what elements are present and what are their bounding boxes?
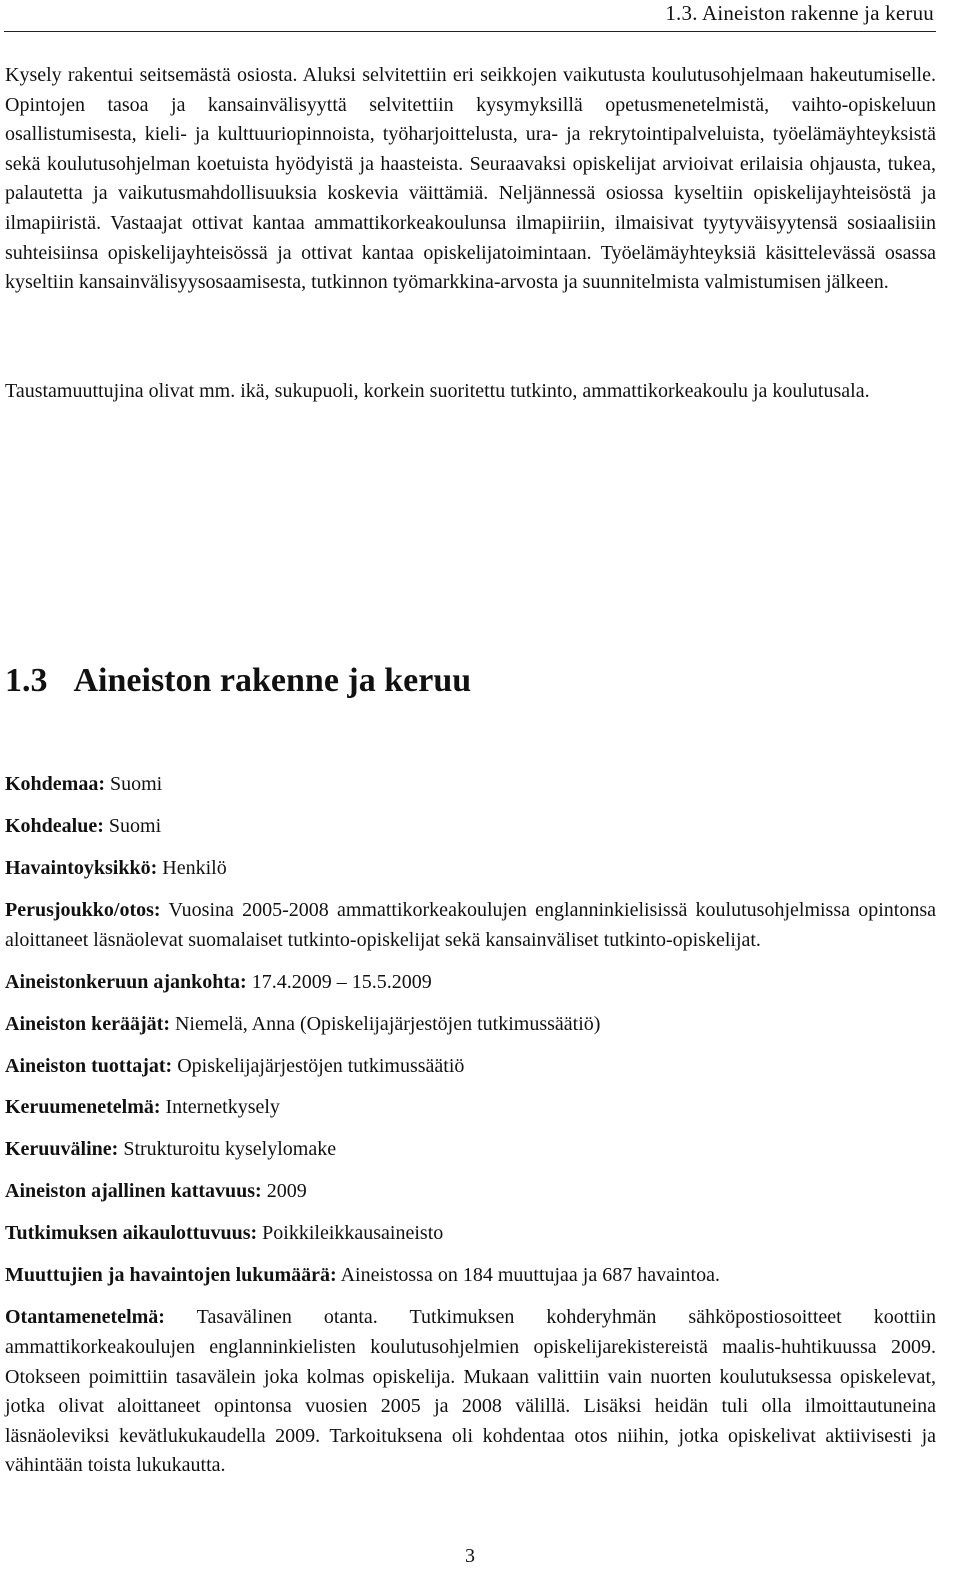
metadata-item-target-area [5, 812, 936, 842]
intro-paragraph-structure: Kysely rakentui seitsemästä osiosta. Aluksi selvitettiin eri seikkojen vaikutusta koulutusohjelmaan hakeutumiselle. Opintojen tasoa ja kansainvälisyyttä selvitettiin kysymyksillä opetusmenetelmistä, vaihto-opiskeluun osallistumisesta, kieli- ja kulttuuriopinnoista, työharjoittelusta, ura- ja rekrytointipalveluista, työelämäyhteyksistä sekä koulutusohjelman koetuista hyödyistä ja haasteista. Seuraavaksi opiskelijat arvioivat erilaisia ohjausta, tukea, palautetta ja vaikutusmahdollisuuksia koskevia väittämiä. Neljännessä osiossa kyseltiin opiskelijayhteisöstä ja ilmapiiristä. Vastaajat ottivat kantaa ammattikorkeakoulunsa ilmapiiriin, ilmaisivat tyytyväisyytensä sosiaalisiin suhteisiinsa opiskelijayhteisössä ja ottivat kantaa opiskelijatoimintaan. Työelämäyhteyksiä käsittelevässä osassa kyseltiin kansainvälisyysosaamisesta, tutkinnon työmarkkina-arvosta ja suunnitelmista valmistumisen jälkeen. [5, 64, 936, 294]
metadata-value: Suomi [108, 814, 162, 837]
metadata-item-collection-method [5, 1093, 936, 1123]
metadata-label: Aineiston kerääjät: [5, 1012, 170, 1035]
metadata-item-collection-period [5, 968, 936, 998]
metadata-label: Otantamenetelmä: [5, 1306, 165, 1329]
metadata-item-time-dimension [5, 1219, 936, 1249]
metadata-value: Poikkileikkausaineisto [262, 1222, 444, 1245]
intro-paragraph-background-variables: Taustamuuttujina olivat mm. ikä, sukupuoli, korkein suoritettu tutkinto, ammattikorkeakoulu ja koulutusala. [5, 380, 870, 402]
metadata-item-collectors [5, 1010, 936, 1040]
metadata-value: 17.4.2009 – 15.5.2009 [251, 970, 432, 993]
metadata-item-variable-count [5, 1261, 936, 1291]
metadata-label: Keruuväline: [5, 1138, 119, 1161]
metadata-value: Aineistossa on 184 muuttujaa ja 687 havaintoa. [340, 1264, 720, 1287]
metadata-item-population-sample [5, 896, 936, 955]
metadata-label: Aineiston tuottajat: [5, 1054, 173, 1077]
metadata-item-sampling-method [5, 1303, 936, 1481]
metadata-label: Aineiston ajallinen kattavuus: [5, 1180, 262, 1203]
metadata-item-temporal-coverage [5, 1177, 936, 1207]
dataset-metadata-list [5, 770, 936, 1493]
metadata-label: Havaintoyksikkö: [5, 856, 158, 879]
metadata-label: Muuttujien ja havaintojen lukumäärä: [5, 1264, 337, 1287]
page-number: 3 [465, 1545, 475, 1567]
metadata-value: Suomi [110, 773, 163, 795]
header-divider [4, 31, 936, 32]
metadata-item-target-country [5, 770, 936, 800]
metadata-item-observation-unit [5, 854, 936, 884]
metadata-label: Keruumenetelmä: [5, 1096, 161, 1119]
metadata-label: Kohdemaa: [5, 773, 105, 795]
metadata-value: Internetkysely [165, 1096, 280, 1119]
metadata-item-producers [5, 1052, 936, 1082]
running-header: 1.3. Aineiston rakenne ja keruu [665, 1, 934, 25]
metadata-value: Tasavälinen otanta. Tutkimuksen kohderyhmän sähköpostiosoitteet koottiin ammattikorkeakoulujen englanninkielisten koulutusohjelmien opiskelijarekistereistä maalis-huhtikuussa 2009. Otokseen poimittiin tasavälein joka kolmas opiskelija. Mukaan valittiin vain nuorten koulutuksessa opiskelevat, jotka olivat aloittaneet opintonsa vuosien 2005 ja 2008 välillä. Lisäksi heidän tuli olla ilmoittautuneina läsnäoleviksi kevätlukukaudella 2009. Tarkoituksena oli kohdentaa otos niihin, jotka opiskelivat aktiivisesti ja vähintään toista lukukautta. [5, 1306, 937, 1477]
section-heading [5, 656, 471, 706]
section-title: Aineiston rakenne ja keruu [73, 662, 472, 699]
metadata-item-collection-instrument [5, 1135, 936, 1165]
metadata-value: 2009 [266, 1180, 307, 1203]
metadata-value: Vuosina 2005-2008 ammattikorkeakoulujen englanninkielisissä koulutusohjelmissa opintonsa aloittaneet läsnäolevat suomalaiset tutkinto-opiskelijat sekä kansainväliset tutkinto-opiskelijat. [5, 898, 936, 951]
metadata-label: Perusjoukko/otos: [5, 898, 161, 921]
metadata-value: Strukturoitu kyselylomake [123, 1138, 337, 1161]
metadata-label: Tutkimuksen aikaulottuvuus: [5, 1222, 258, 1245]
metadata-value: Niemelä, Anna (Opiskelijajärjestöjen tutkimussäätiö) [174, 1012, 601, 1035]
metadata-value: Opiskelijajärjestöjen tutkimussäätiö [177, 1054, 465, 1077]
metadata-label: Kohdealue: [5, 814, 104, 837]
section-number: 1.3 [5, 662, 48, 699]
metadata-value: Henkilö [162, 856, 227, 879]
metadata-label: Aineistonkeruun ajankohta: [5, 970, 247, 993]
